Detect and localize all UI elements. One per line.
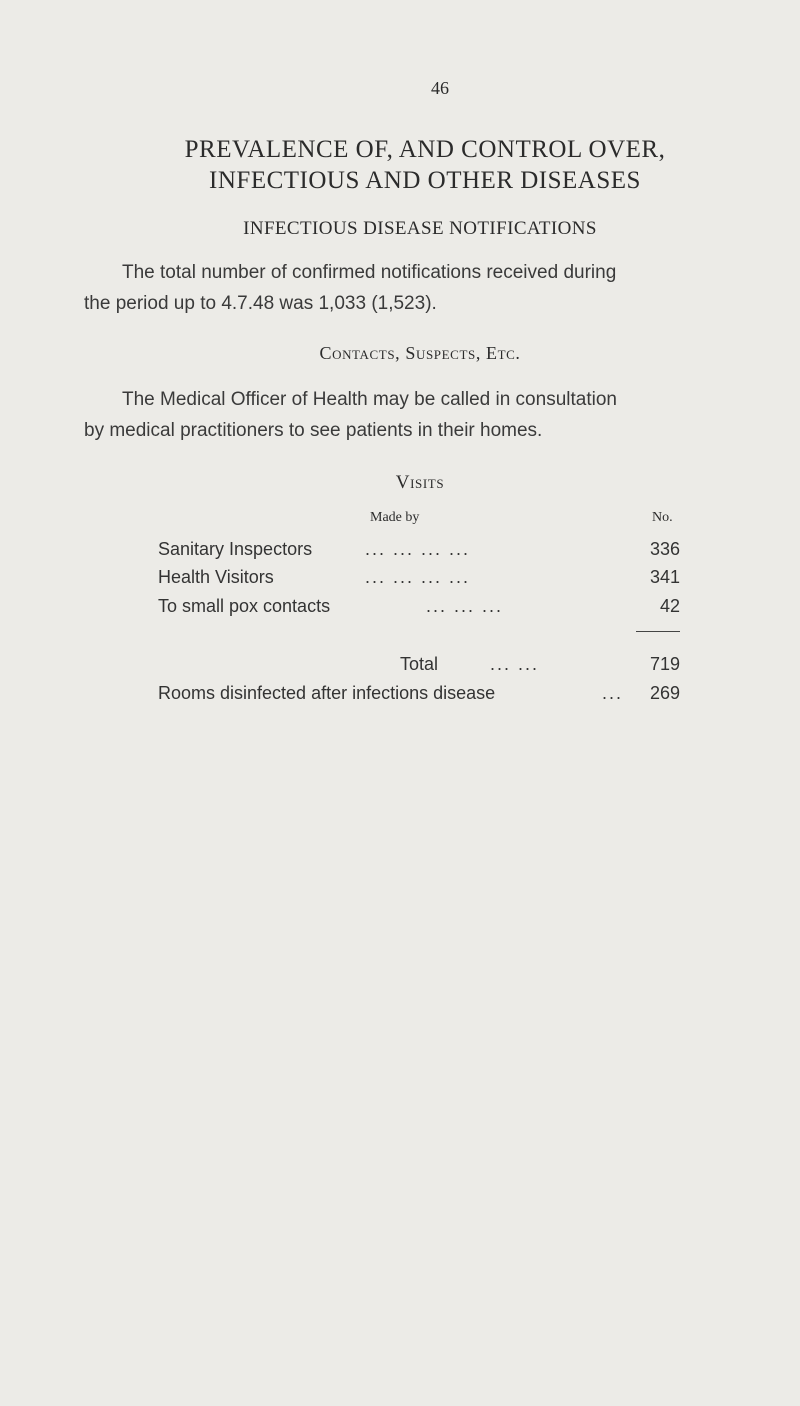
consultation-line-1: The Medical Officer of Health may be called in consultation [122, 389, 617, 410]
section-subtitle: INFECTIOUS DISEASE NOTIFICATIONS [243, 218, 597, 239]
table-row-small-pox-contacts [158, 596, 698, 620]
table-row-rooms-disinfected [158, 683, 698, 707]
column-header-no: No. [652, 510, 673, 525]
table-row-total [158, 654, 698, 678]
row-leader-dots: ... ... ... ... [365, 539, 471, 559]
consultation-line-2: by medical practitioners to see patients in their homes. [84, 420, 543, 441]
contacts-heading: Contacts, Suspects, Etc. [319, 343, 521, 363]
consultation-paragraph [84, 384, 784, 446]
row-label: Sanitary Inspectors [158, 539, 313, 559]
table-row-sanitary-inspectors [158, 539, 698, 563]
sum-rule [636, 631, 680, 632]
rooms-leader-dots: ... [602, 683, 624, 703]
total-label: Total [400, 654, 439, 674]
rooms-value: 269 [649, 683, 680, 703]
row-value: 336 [649, 539, 680, 559]
page-title-line-2: INFECTIOUS AND OTHER DISEASES [209, 167, 641, 194]
row-value: 42 [659, 596, 680, 616]
visits-heading: Visits [395, 472, 445, 493]
column-header-made-by: Made by [370, 510, 420, 525]
table-row-health-visitors [158, 567, 698, 591]
row-value: 341 [649, 567, 680, 587]
notifications-line-2: the period up to 4.7.48 was 1,033 (1,523). [84, 293, 437, 314]
rooms-label: Rooms disinfected after infections disease [158, 683, 496, 703]
page-number: 46 [431, 78, 449, 98]
total-leader-dots: ... ... [490, 654, 540, 674]
row-label: To small pox contacts [158, 596, 331, 616]
row-leader-dots: ... ... ... [426, 596, 504, 616]
notifications-line-1: The total number of confirmed notifications received during [122, 262, 617, 283]
row-leader-dots: ... ... ... ... [365, 567, 471, 587]
row-label: Health Visitors [158, 567, 274, 587]
page-title-line-1: PREVALENCE OF, AND CONTROL OVER, [184, 136, 666, 163]
total-value: 719 [649, 654, 680, 674]
notifications-paragraph [84, 257, 784, 319]
